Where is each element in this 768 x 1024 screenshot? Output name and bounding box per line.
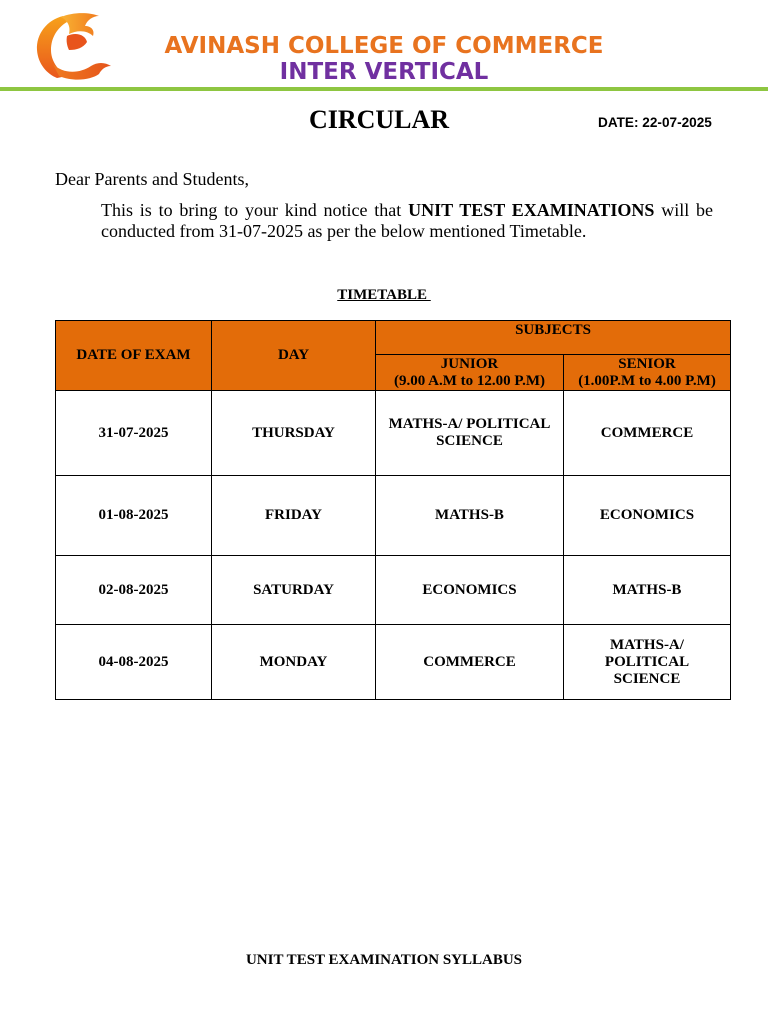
circular-date: DATE: 22-07-2025 [598,115,712,130]
cell-day: FRIDAY [212,476,376,556]
table-row [56,625,731,700]
cell-junior-subject: MATHS-A/ POLITICAL SCIENCE [376,391,564,476]
header-date-of-exam: DATE OF EXAM [56,321,212,391]
cell-senior-subject: MATHS-A/ POLITICAL SCIENCE [564,625,731,700]
header-senior-cell [564,355,731,391]
table-header-row [56,321,731,355]
salutation: Dear Parents and Students, [55,169,249,189]
cell-senior-subject: MATHS-B [564,556,731,625]
syllabus-heading: UNIT TEST EXAMINATION SYLLABUS [245,952,523,968]
cell-day: MONDAY [212,625,376,700]
header-junior-cell [376,355,564,391]
circular-title: CIRCULAR [308,105,450,134]
table-row [56,391,731,476]
notice-body [101,200,713,242]
cell-date: 31-07-2025 [56,391,212,476]
cell-senior-subject: ECONOMICS [564,476,731,556]
notice-text-rest: will be conducted from 31-07-2025 as per the below mentioned Timetable. [101,200,713,241]
cell-day: SATURDAY [212,556,376,625]
notice-highlight: UNIT TEST EXAMINATIONS [408,200,655,220]
header-subjects: SUBJECTS [376,321,731,355]
header-divider [0,87,768,91]
header-day: DAY [212,321,376,391]
timetable-table [55,320,731,700]
cell-day: THURSDAY [212,391,376,476]
table-row [56,556,731,625]
header-junior: JUNIOR [440,355,499,372]
cell-date: 04-08-2025 [56,625,212,700]
header-senior-time: (1.00P.M to 4.00 P.M) [578,372,716,389]
cell-senior-subject: COMMERCE [564,391,731,476]
cell-junior-subject: COMMERCE [376,625,564,700]
college-name: AVINASH COLLEGE OF COMMERCE [164,33,604,59]
header-junior-time: (9.00 A.M to 12.00 P.M) [393,372,546,389]
notice-text-intro: This is to bring to your kind notice that [101,200,409,220]
table-row [56,476,731,556]
cell-junior-subject: MATHS-B [376,476,564,556]
timetable-heading: TIMETABLE [337,287,431,303]
vertical-name: INTER VERTICAL [279,59,489,85]
cell-junior-subject: ECONOMICS [376,556,564,625]
cell-date: 01-08-2025 [56,476,212,556]
cell-date: 02-08-2025 [56,556,212,625]
timetable-heading-block [0,286,768,304]
header-senior: SENIOR [618,355,676,372]
